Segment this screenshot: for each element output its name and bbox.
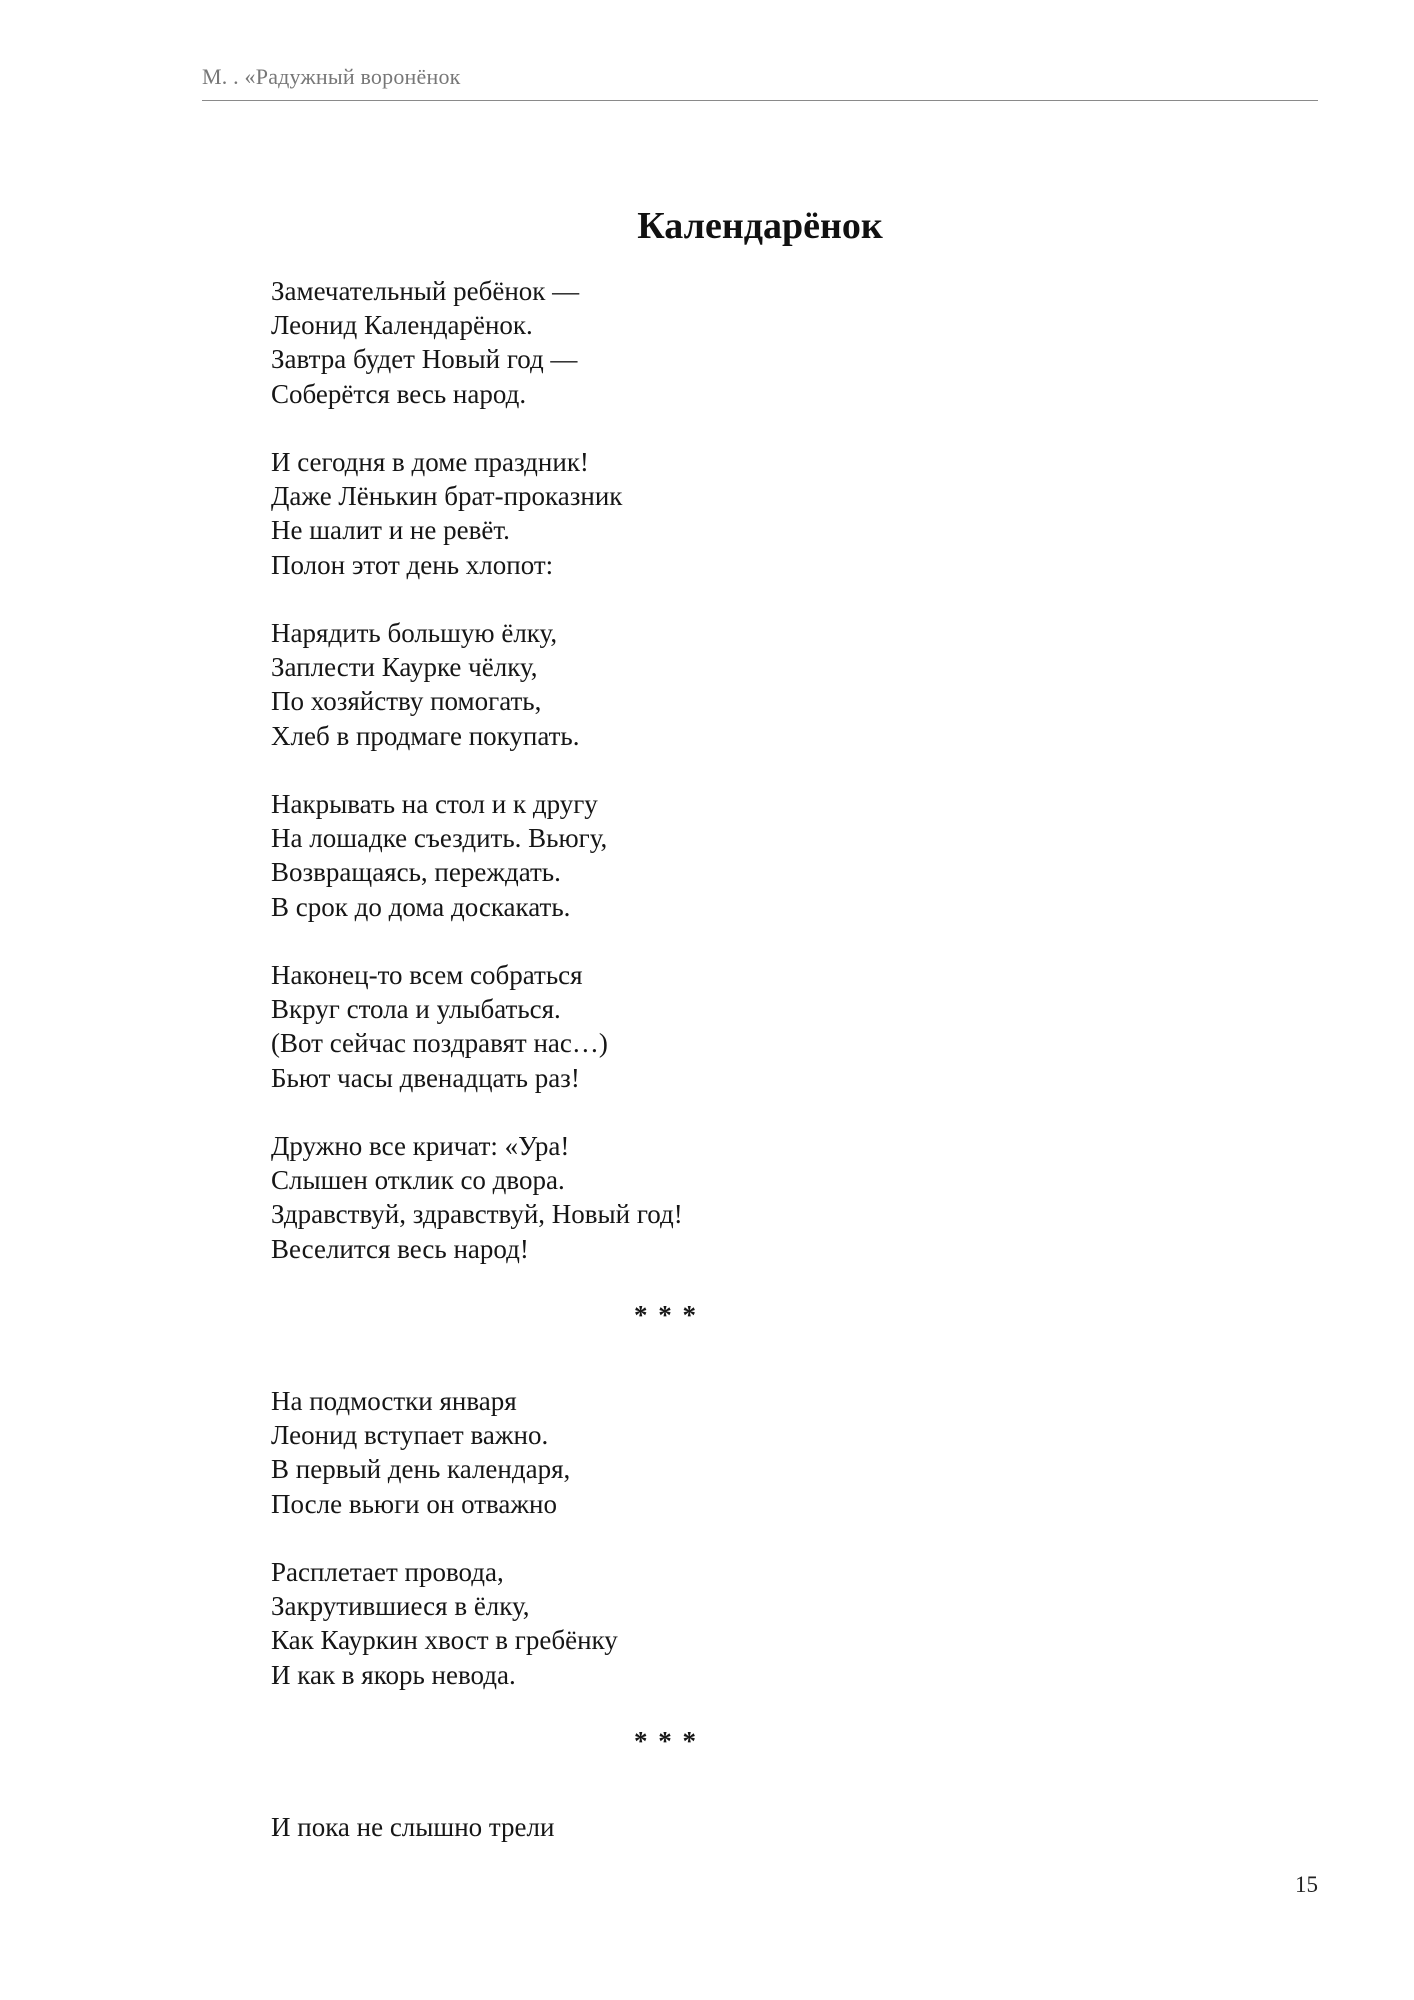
verse-line: И сегодня в доме праздник! [271,447,589,477]
stanza [271,274,1271,411]
verse-line: Здравствуй, здравствуй, Новый год! [271,1199,683,1230]
verse-line: Нарядить большую ёлку, [271,618,558,648]
stanza [271,1555,1271,1692]
verse-line: На подмостки января [271,1386,517,1417]
verse-line: Вкруг стола и улыбаться. [271,994,561,1025]
verse-line: Наконец-то всем собраться [271,960,583,990]
verse-line: Расплетает провода, [271,1557,504,1588]
verse-line: По хозяйству помогать, [271,686,542,717]
stanza [271,1384,1271,1521]
verse-line: Не шалит и не ревёт. [271,515,510,546]
verse-line: В срок до дома доскакать. [271,891,571,922]
stanza [271,616,1271,753]
verse-line: Леонид Календарёнок. [271,310,533,341]
verse-line: Слышен отклик со двора. [271,1165,565,1196]
verse-line: Леонид вступает важно. [271,1420,549,1451]
verse-line: После вьюги он отважно [271,1488,557,1519]
verse-line: (Вот сейчас поздравят нас…) [271,1028,608,1059]
verse-line: Хлеб в продмаге покупать. [271,720,580,751]
poem-title: Календарёнок [637,205,883,247]
header-rule [202,100,1318,101]
verse-line: Даже Лёнькин брат-проказник [271,481,623,512]
verse-line: Накрывать на стол и к другу [271,789,598,819]
verse-line: Как Кауркин хвост в гребёнку [271,1625,618,1656]
page-number: 15 [1295,1872,1318,1897]
stanza [271,958,1271,1095]
verse-line: И пока не слышно трели [271,1812,555,1843]
verse-line: Соберётся весь народ. [271,378,527,409]
stanza [271,787,1271,924]
verse-line: Полон этот день хлопот: [271,549,554,580]
verse-line: Заплести Каурке чёлку, [271,652,538,683]
verse-line: На лошадке съездить. Вьюгу, [271,823,608,854]
verse-line: Веселится весь народ! [271,1233,529,1264]
stanza [271,1810,1271,1844]
verse-line: Возвращаясь, переждать. [271,857,561,888]
verse-line: Замечательный ребёнок — [271,276,580,306]
section-separator: * * * [634,1299,698,1330]
stanza [271,445,1271,582]
verse-line: Закрутившиеся в ёлку, [271,1591,530,1622]
verse-line: Бьют часы двенадцать раз! [271,1062,580,1093]
verse-line: Дружно все кричат: «Ура! [271,1131,570,1161]
running-header: М. . «Радужный воронёнок [202,64,461,89]
verse-line: Завтра будет Новый год — [271,344,578,375]
section-separator: * * * [634,1725,698,1756]
poem-body [271,274,1271,1878]
stanza [271,1129,1271,1266]
verse-line: И как в якорь невода. [271,1659,516,1690]
verse-line: В первый день календаря, [271,1454,571,1485]
